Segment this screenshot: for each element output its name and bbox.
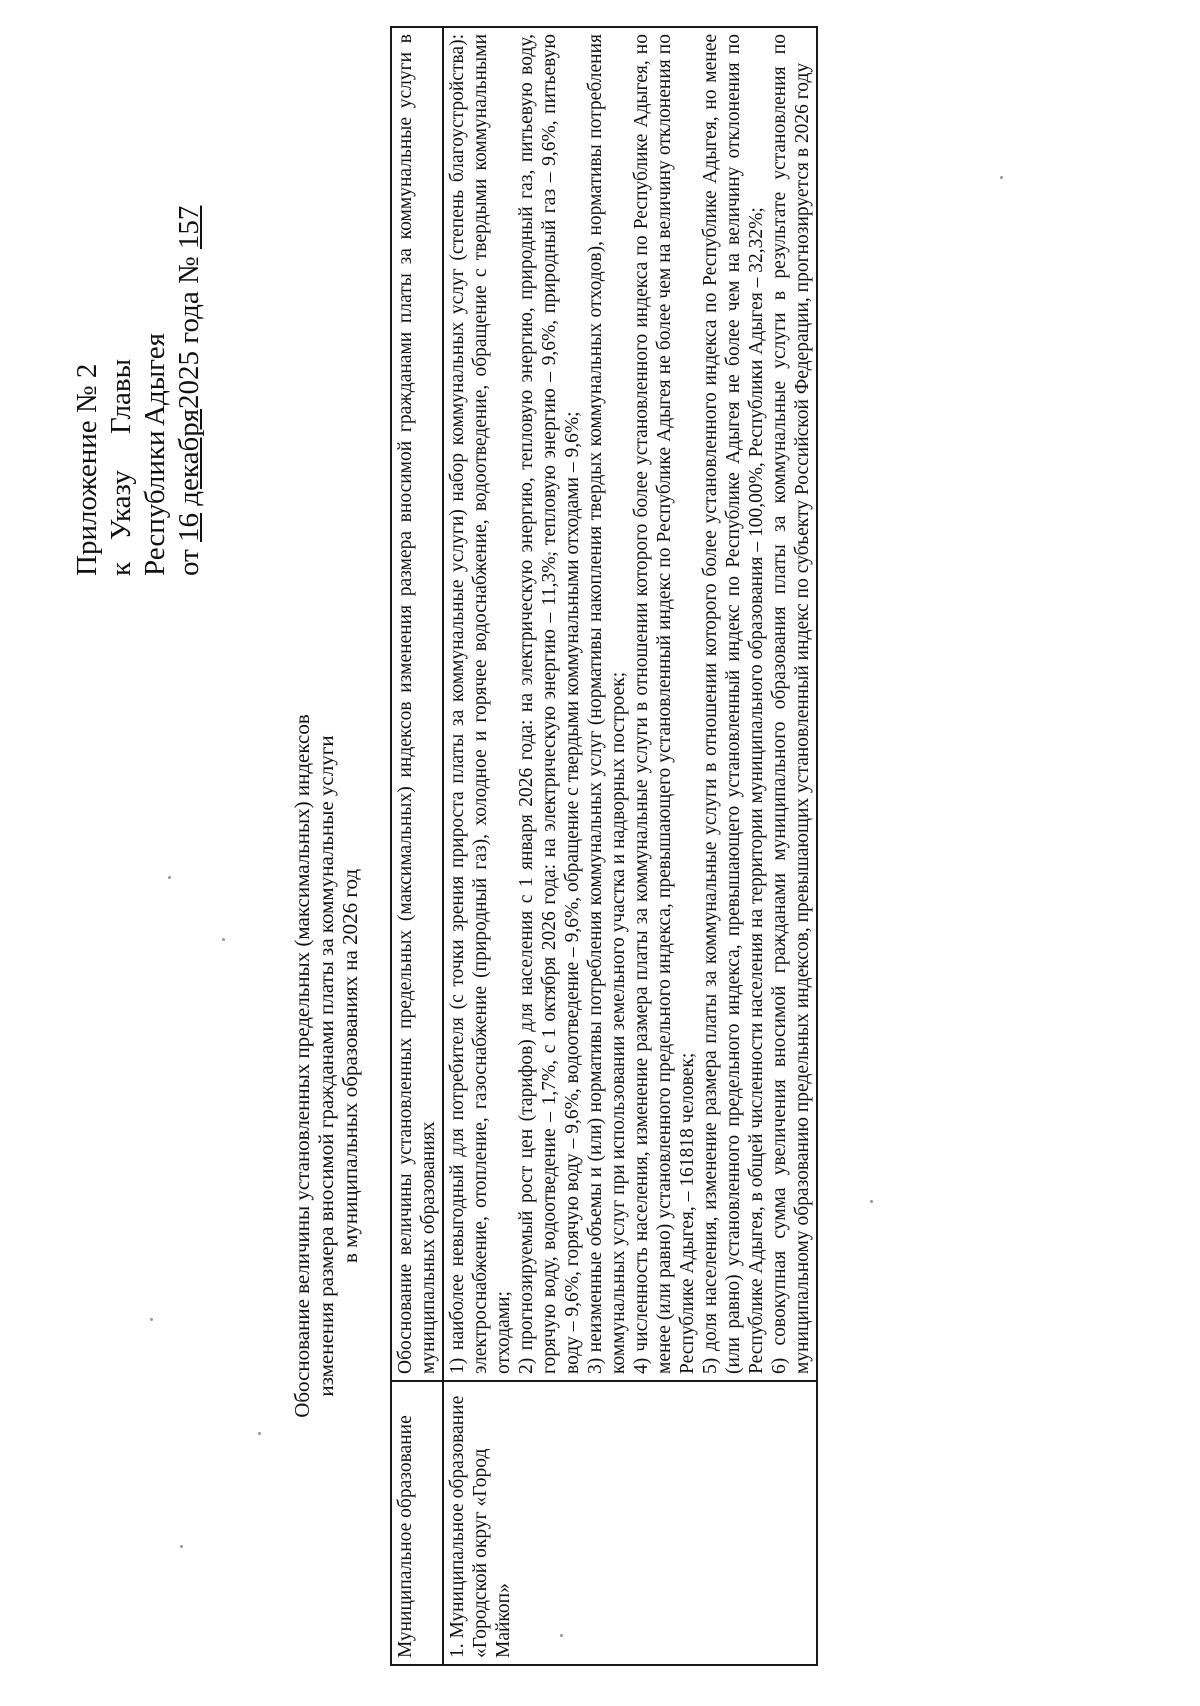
justification-item-3: 3) неизменные объемы и (или) нормативы потребления коммунальных услуг (нормативы накопления твердых коммунальных отходов), нормативы потребления коммунальных услуг при использовании земельного участка и надворных построек; [585, 34, 629, 1374]
justification-item-4: 4) численность населения, изменение размера платы за коммунальные услуги в отношении которого более установленного индекса по Республике Адыгея, но менее (или равно) установленного предельного индекса, превышающего установленный индекс по Республике Адыгея не более чем на величину отклонения по Республике Адыгея, – 161818 человек; [631, 34, 698, 1374]
table-header-row [391, 27, 443, 1665]
header-municipality: Муниципальное образование [391, 1381, 443, 1665]
title-line-3: в муниципальных образованиях на 2026 год [338, 868, 362, 1264]
justification-item-1: 1) наиболее невыгодный для потребителя (с точки зрения прироста платы за коммунальные услуги) набор коммунальных услуг (степень благоустройства): электроснабжение, отопление, газоснабжение (природный газ), холодное и горячее водоснабжение, водоотведение, обращение с твердыми коммунальными отходами; [447, 34, 514, 1374]
appendix-number-line: Приложение № 2 [71, 363, 103, 576]
header-justification: Обоснование величины установленных предельных (максимальных) индексов изменения размера вносимой гражданами платы за коммунальные услуги в муниципальных образованиях [391, 27, 443, 1381]
justification-item-2: 2) прогнозируемый рост цен (тарифов) для населения с 1 января 2026 года: на электрическую энергию, тепловую энергию, природный газ, питьевую воду, горячую воду, водоотведение – 1,7%, с 1 октября 2026 года: на электрическую энергию – 11,3%, тепловую энергию – 9,6%, природный газ – 9,6%, питьевую воду – 9,6%, горячую воду – 9,6%, водоотведение – 9,6%, обращение с твердыми коммунальными отходами – 9,6%; [516, 34, 583, 1374]
appendix-republic-line: РеспубликиАдыгея [139, 333, 171, 576]
justification-item-5: 5) доля населения, изменение размера платы за коммунальные услуги в отношении которого более установленного индекса по Республике Адыгея, но менее (или равно) установленного предельного индекса, превышающего установленный индекс по Республике Адыгея не более чем на величину отклонения по Республике Адыгея, в общей численности населения на территории муниципального образования – 100,00%, Республики Адыгея – 32,32%; [700, 34, 767, 1374]
title-line-1: Обоснование величины установленных предельных (максимальных) индексов [290, 714, 314, 1418]
decree-day: 16 [173, 512, 205, 542]
justification-item-6: 6) совокупная сумма увеличения вносимой гражданами муниципального образования платы за коммунальные услуги в результате установления по муниципальному образованию предельных индексов, превышающих установленный индекс по субъекту Российской Федерации, прогнозируется в 2026 году [769, 34, 813, 1374]
justification-table [390, 26, 818, 1666]
cell-municipality: 1. Муниципальное образование «Городской округ «Город Майкоп» [443, 1381, 817, 1665]
decree-month: декабря [173, 408, 205, 506]
title-line-2: изменения размера вносимой гражданами платы за коммунальные услуги [314, 735, 338, 1397]
document-title [290, 656, 362, 1476]
appendix-decree-line: кУказуГлавы [105, 358, 137, 576]
decree-number: 157 [173, 205, 205, 250]
appendix-date-line: от 16 декабря2025 года № 157 [173, 205, 205, 576]
cell-justification [443, 27, 817, 1381]
appendix-block [70, 206, 206, 576]
table-row [443, 27, 817, 1665]
